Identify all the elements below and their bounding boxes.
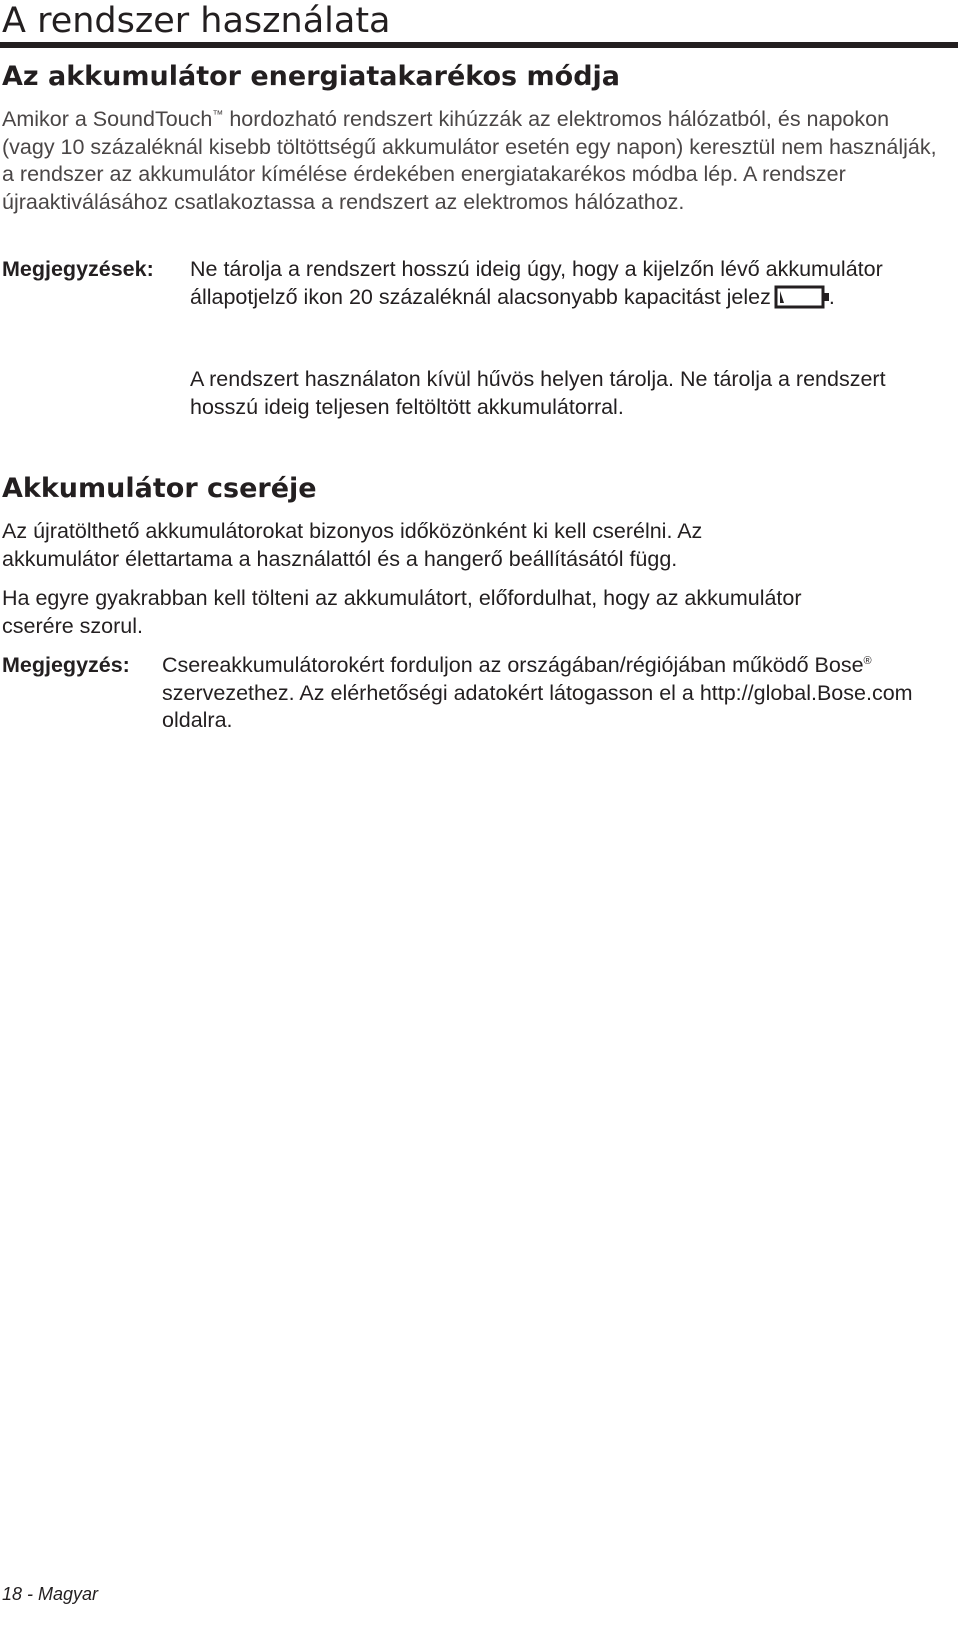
battery-low-icon bbox=[775, 286, 827, 308]
registered-mark: ® bbox=[863, 654, 872, 667]
battery-low-icon-graphic bbox=[773, 284, 831, 310]
note-label: Megjegyzés: bbox=[2, 653, 130, 677]
trademark-mark: ™ bbox=[212, 108, 224, 121]
power-saving-paragraph bbox=[2, 106, 947, 216]
power-saving-text-start: Amikor a SoundTouch bbox=[2, 107, 213, 131]
note-storage-low-battery-end: . bbox=[828, 284, 835, 309]
note-storage-low-battery-text: Ne tárolja a rendszert hosszú ideig úgy, hogy a kijelzőn lévő akkumulátor állapotjelző ikon 20 százaléknál alacsonyabb kapacitást jelez bbox=[190, 257, 883, 309]
note-replacement-text-rest: szervezethez. Az elérhetőségi adatokért látogasson el a http://global.Bose.com oldalra. bbox=[162, 680, 913, 732]
chapter-title-rule bbox=[0, 42, 958, 48]
page-footer-number: 18 - Magyar bbox=[2, 1584, 99, 1604]
replacement-paragraph-2: Ha egyre gyakrabban kell tölteni az akkumulátort, előfordulhat, hogy az akkumulátor cserére szorul. bbox=[2, 586, 802, 638]
power-saving-text-rest: hordozható rendszert kihúzzák az elektromos hálózatból, és napokon (vagy 10 százaléknál kisebb töltöttségű akkumulátor esetén egy napon) keresztül nem használják, a rendszer az akkumulátor kímélése érdekében energiatakarékos módba lép. A rendszer újraaktiválásához csatlakoztassa a rendszert az elektromos hálózathoz. bbox=[2, 107, 937, 214]
note-storage-cool-place: A rendszert használaton kívül hűvös helyen tárolja. Ne tárolja a rendszert hosszú ideig teljesen feltöltött akkumulátorral. bbox=[190, 367, 886, 419]
chapter-title: A rendszer használata bbox=[2, 1, 391, 41]
note-storage-low-battery bbox=[190, 256, 930, 311]
section-heading-replacement: Akkumulátor cseréje bbox=[2, 473, 317, 504]
section-heading-power-saving: Az akkumulátor energiatakarékos módja bbox=[2, 61, 620, 92]
note-replacement-contact bbox=[162, 652, 942, 735]
notes-label: Megjegyzések: bbox=[2, 257, 154, 281]
note-replacement-text-start: Csereakkumulátorokért forduljon az országában/régiójában működő Bose bbox=[162, 653, 864, 677]
replacement-paragraph-1: Az újratölthető akkumulátorokat bizonyos időközönként ki kell cserélni. Az akkumulátor élettartama a használattól és a hangerő beállításától függ. bbox=[2, 519, 703, 571]
